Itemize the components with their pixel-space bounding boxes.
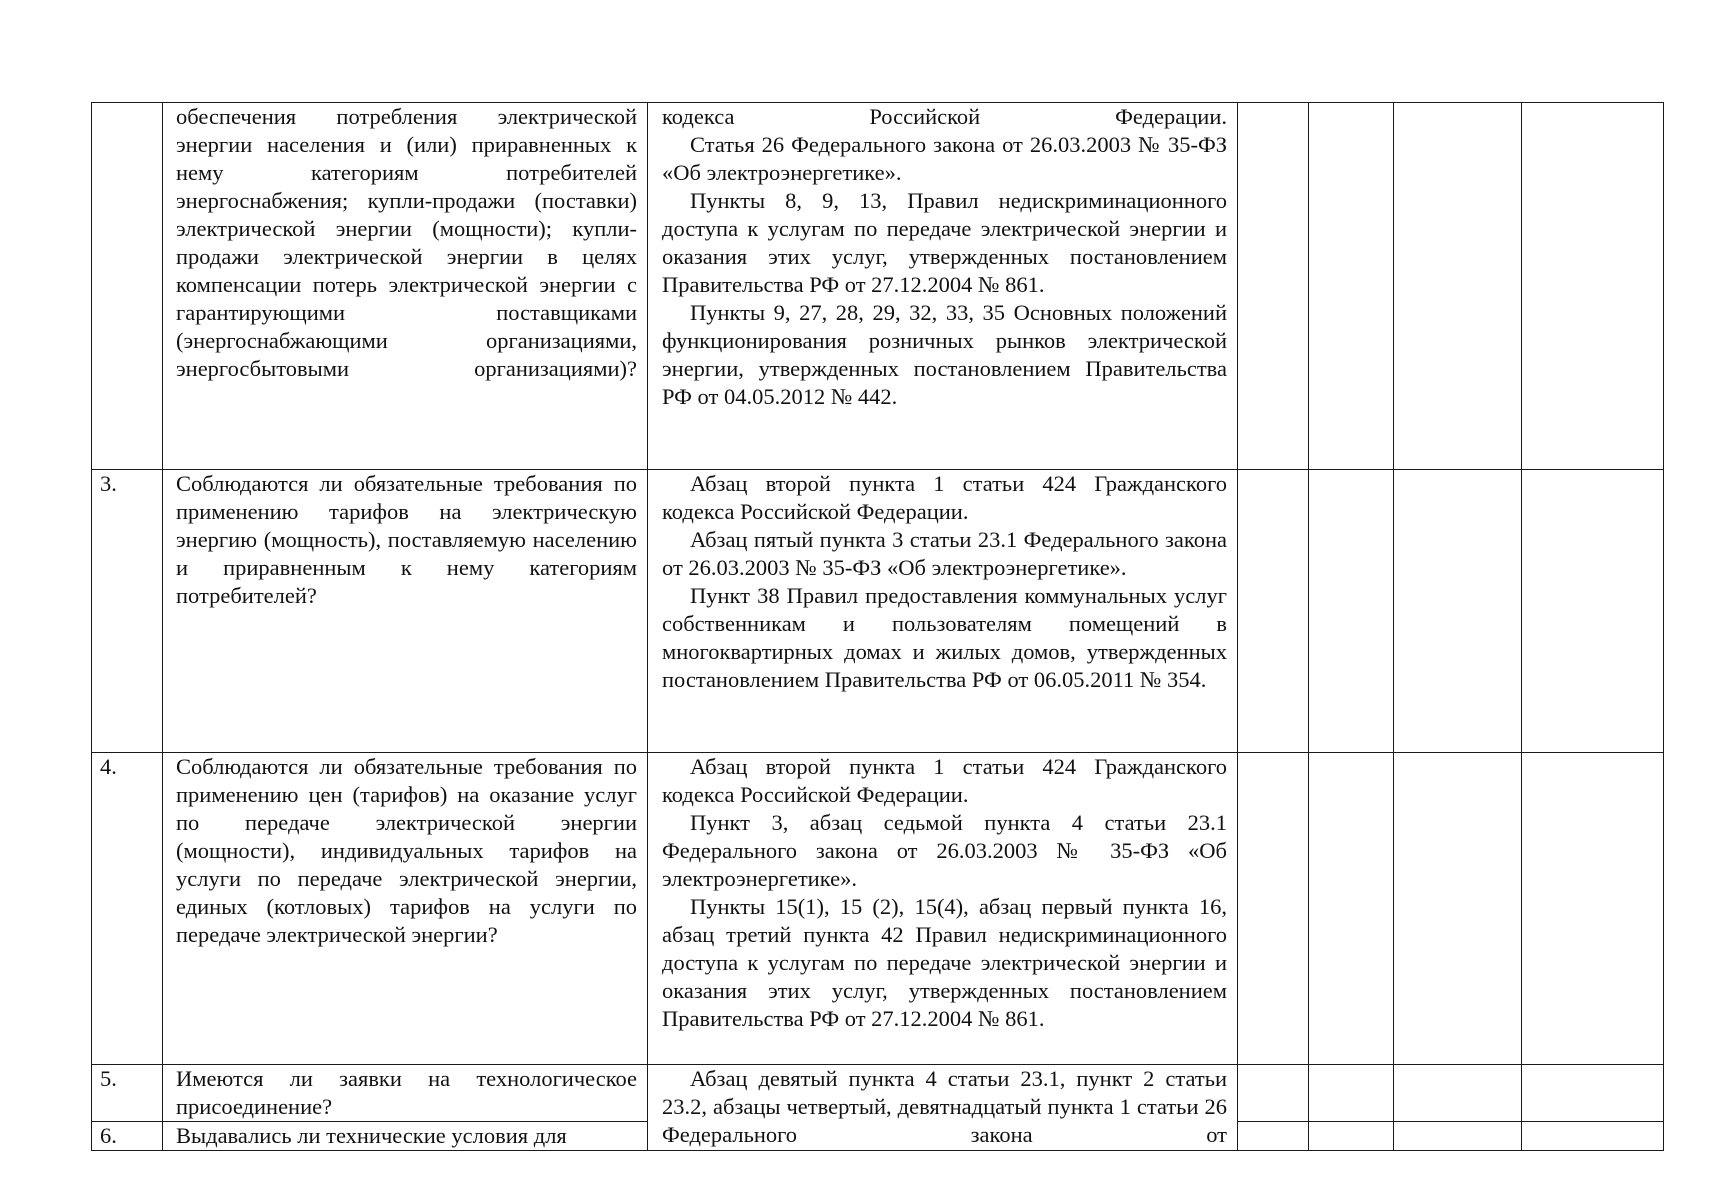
basis-paragraph: Пункты 8, 9, 13, Правил недискриминационного доступа к услугам по передаче электрической энергии и оказания этих услуг, утвержденных постановлением Правительства РФ от 27.12.2004 № 861. bbox=[662, 188, 1227, 297]
table-row bbox=[92, 103, 1664, 470]
legal-basis-cell bbox=[648, 1065, 1238, 1151]
question-cell: Соблюдаются ли обязательные требования по применению цен (тарифов) на оказание услуг по передаче электрической энергии (мощности), индивидуальных тарифов на услуги по передаче электрической энергии, единых (котловых) тарифов на услуги по передаче электрической энергии? bbox=[163, 753, 648, 1065]
empty-cell bbox=[1394, 1122, 1522, 1151]
empty-cell bbox=[1394, 1065, 1522, 1122]
basis-paragraph: Пункты 15(1), 15 (2), 15(4), абзац первый пункта 16, абзац третий пункта 42 Правил недискриминационного доступа к услугам по передаче электрической энергии и оказания этих услуг, утвержденных постановлением Правительства РФ от 27.12.2004 № 861. bbox=[662, 894, 1227, 1031]
legal-basis-cell bbox=[648, 470, 1238, 753]
question-cell: обеспечения потребления электрической энергии населения и (или) приравненных к нему категориям потребителей энергоснабжения; купли-продажи (поставки) электрической энергии (мощности); купли-продажи электрической энергии в целях компенсации потерь электрической энергии с гарантирующими поставщиками (энергоснабжающими организациями, энергосбытовыми организациями)? bbox=[163, 103, 648, 470]
checklist-table bbox=[91, 102, 1664, 1151]
basis-paragraph: Абзац девятый пункта 4 статьи 23.1, пункт 2 статьи 23.2, абзацы четвертый, девятнадцатый пункта 1 статьи 26 Федерального закона от bbox=[662, 1066, 1227, 1147]
basis-paragraph: Пункты 9, 27, 28, 29, 32, 33, 35 Основных положений функционирования розничных рынков электрической энергии, утвержденных постановлением Правительства РФ от 04.05.2012 № 442. bbox=[662, 300, 1227, 409]
basis-paragraph: Статья 26 Федерального закона от 26.03.2003 № 35-ФЗ «Об электроэнергетике». bbox=[662, 132, 1227, 185]
empty-cell bbox=[1522, 103, 1664, 470]
empty-cell bbox=[1522, 1122, 1664, 1151]
basis-paragraph: Пункт 38 Правил предоставления коммунальных услуг собственникам и пользователям помещений в многоквартирных домах и жилых домов, утвержденных постановлением Правительства РФ от 06.05.2011 № 354. bbox=[662, 583, 1227, 692]
empty-cell bbox=[1394, 103, 1522, 470]
table-row bbox=[92, 1065, 1664, 1122]
legal-basis-cell bbox=[648, 753, 1238, 1065]
empty-cell bbox=[1309, 1122, 1394, 1151]
basis-paragraph: Абзац пятый пункта 3 статьи 23.1 Федерального закона от 26.03.2003 № 35-ФЗ «Об электроэнергетике». bbox=[662, 527, 1227, 580]
empty-cell bbox=[1238, 103, 1309, 470]
empty-cell bbox=[1309, 103, 1394, 470]
question-cell: Выдавались ли технические условия для bbox=[163, 1122, 648, 1151]
empty-cell bbox=[1522, 470, 1664, 753]
row-number: 3. bbox=[92, 470, 163, 753]
row-number: 5. bbox=[92, 1065, 163, 1122]
row-number: 6. bbox=[92, 1122, 163, 1151]
basis-paragraph: Пункт 3, абзац седьмой пункта 4 статьи 23.1 Федерального закона от 26.03.2003 № 35-ФЗ «Об электроэнергетике». bbox=[662, 810, 1227, 891]
basis-paragraph: Абзац второй пункта 1 статьи 424 Гражданского кодекса Российской Федерации. bbox=[662, 754, 1227, 807]
empty-cell bbox=[1238, 753, 1309, 1065]
row-number bbox=[92, 103, 163, 470]
empty-cell bbox=[1238, 1065, 1309, 1122]
table-row bbox=[92, 470, 1664, 753]
empty-cell bbox=[1522, 1065, 1664, 1122]
question-cell: Имеются ли заявки на технологическое присоединение? bbox=[163, 1065, 648, 1122]
basis-paragraph: кодекса Российской Федерации. bbox=[662, 104, 1227, 129]
basis-paragraph: Абзац второй пункта 1 статьи 424 Гражданского кодекса Российской Федерации. bbox=[662, 471, 1227, 524]
empty-cell bbox=[1394, 753, 1522, 1065]
row-number: 4. bbox=[92, 753, 163, 1065]
empty-cell bbox=[1394, 470, 1522, 753]
question-cell: Соблюдаются ли обязательные требования по применению тарифов на электрическую энергию (мощность), поставляемую населению и приравненным к нему категориям потребителей? bbox=[163, 470, 648, 753]
empty-cell bbox=[1238, 470, 1309, 753]
empty-cell bbox=[1309, 1065, 1394, 1122]
legal-basis-cell bbox=[648, 103, 1238, 470]
empty-cell bbox=[1309, 470, 1394, 753]
empty-cell bbox=[1522, 753, 1664, 1065]
empty-cell bbox=[1309, 753, 1394, 1065]
table-row bbox=[92, 753, 1664, 1065]
empty-cell bbox=[1238, 1122, 1309, 1151]
